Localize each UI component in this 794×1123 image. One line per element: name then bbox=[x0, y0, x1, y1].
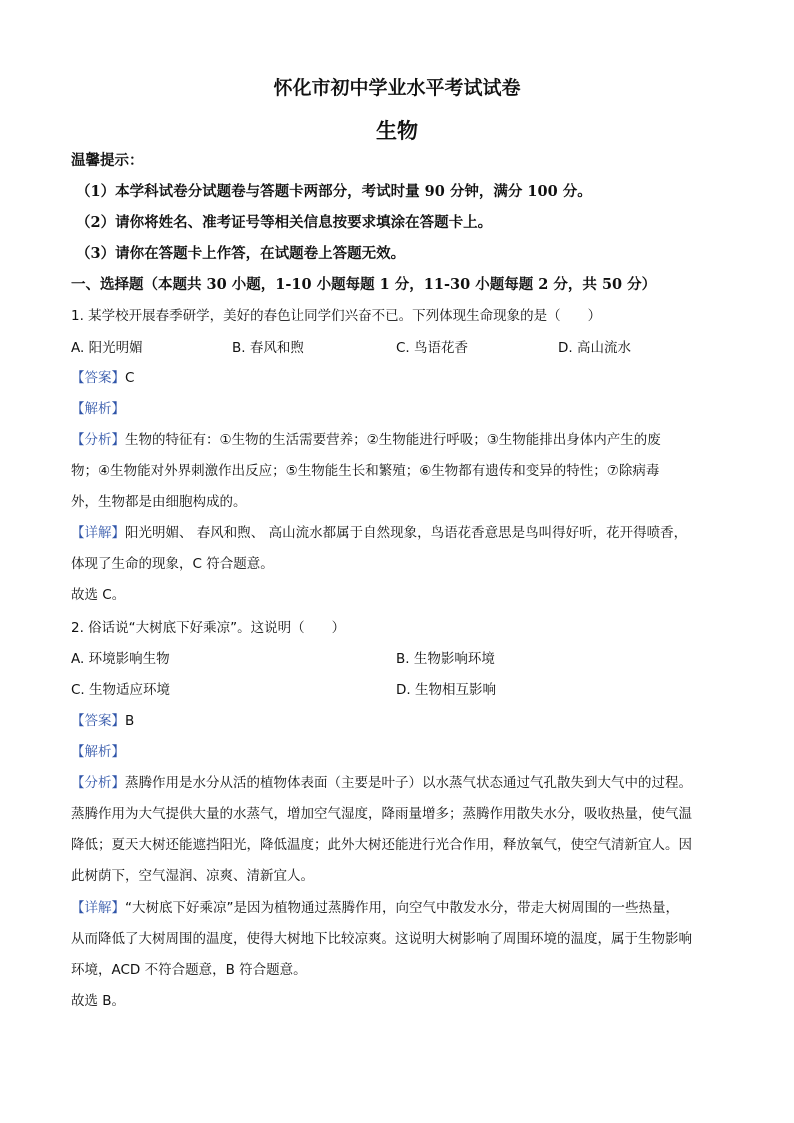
option-d: D. 生物相互影响 bbox=[396, 682, 496, 698]
answer-tag: 【答案】 bbox=[71, 713, 125, 729]
fenxi-text: 物；④生物能对外界刺激作出反应；⑤生物能生长和繁殖；⑥生物都有遗传和变异的特性；⑦除病毒 bbox=[71, 463, 660, 479]
xiangjie-text: 从而降低了大树周围的温度，使得大树地下比较凉爽。这说明大树影响了周围环境的温度，属于生物影响 bbox=[71, 931, 692, 947]
fenxi-text: 蒸腾作用是水分从活的植物体表面（主要是叶子）以水蒸气状态通过气孔散失到大气中的过程。 bbox=[125, 775, 692, 791]
xiangjie-tag: 【详解】 bbox=[71, 900, 125, 916]
fenxi-tag: 【分析】 bbox=[71, 775, 125, 791]
fenxi-text: 降低；夏天大树还能遮挡阳光，降低温度；此外大树还能进行光合作用，释放氧气，使空气清新宜人。因 bbox=[71, 837, 692, 853]
answer-line bbox=[71, 712, 134, 730]
option-c: C. 生物适应环境 bbox=[71, 682, 171, 698]
option-a: A. 阳光明媚 bbox=[71, 340, 143, 356]
option-a: A. 环境影响生物 bbox=[71, 651, 170, 667]
tips-heading: 温馨提示： bbox=[71, 152, 144, 169]
fenxi-line bbox=[71, 431, 661, 449]
analysis-tag: 【解析】 bbox=[71, 744, 125, 760]
xiangjie-text: “大树底下好乘凉”是因为植物通过蒸腾作用，向空气中散发水分，带走大树周围的一些热量， bbox=[125, 900, 679, 916]
tip-item: （1）本学科试卷分试题卷与答题卡两部分，考试时量 90 分钟，满分 100 分。 bbox=[76, 183, 592, 200]
xiangjie-tag: 【详解】 bbox=[71, 525, 125, 541]
exam-title: 怀化市初中学业水平考试试卷 bbox=[273, 77, 521, 99]
fenxi-text: 生物的特征有：①生物的生活需要营养；②生物能进行呼吸；③生物能排出身体内产生的废 bbox=[125, 432, 661, 448]
option-b: B. 生物影响环境 bbox=[396, 651, 495, 667]
tip-item: （2）请你将姓名、准考证号等相关信息按要求填涂在答题卡上。 bbox=[76, 214, 493, 231]
fenxi-text: 此树荫下，空气湿润、凉爽、清新宜人。 bbox=[71, 868, 314, 884]
answer-line bbox=[71, 369, 134, 387]
fenxi-text: 外，生物都是由细胞构成的。 bbox=[71, 494, 247, 510]
xiangjie-text: 环境，ACD 不符合题意，B 符合题意。 bbox=[71, 962, 307, 978]
question-stem: 2. 俗话说“大树底下好乘凉”。这说明（ ） bbox=[71, 620, 346, 636]
option-b: B. 春风和煦 bbox=[232, 340, 304, 356]
xiangjie-line bbox=[71, 899, 679, 917]
option-c: C. 鸟语花香 bbox=[396, 340, 469, 356]
fenxi-tag: 【分析】 bbox=[71, 432, 125, 448]
question-stem: 1. 某学校开展春季研学，美好的春色让同学们兴奋不已。下列体现生命现象的是（ ） bbox=[71, 308, 602, 324]
analysis-tag: 【解析】 bbox=[71, 401, 125, 417]
conclusion: 故选 B。 bbox=[71, 993, 126, 1009]
xiangjie-line bbox=[71, 524, 687, 542]
answer-value: B bbox=[125, 713, 135, 729]
tip-item: （3）请你在答题卡上作答，在试题卷上答题无效。 bbox=[76, 245, 406, 262]
subject-title: 生物 bbox=[376, 118, 418, 143]
section-heading: 一、选择题（本题共 30 小题，1-10 小题每题 1 分，11-30 小题每题 2 分，共 50 分） bbox=[71, 276, 657, 293]
conclusion: 故选 C。 bbox=[71, 587, 126, 603]
fenxi-text: 蒸腾作用为大气提供大量的水蒸气，增加空气湿度，降雨量增多；蒸腾作用散失水分，吸收热量，使气温 bbox=[71, 806, 692, 822]
answer-tag: 【答案】 bbox=[71, 370, 125, 386]
xiangjie-text: 体现了生命的现象，C 符合题意。 bbox=[71, 556, 274, 572]
fenxi-line bbox=[71, 774, 692, 792]
option-d: D. 高山流水 bbox=[558, 340, 631, 356]
answer-value: C bbox=[125, 370, 135, 386]
xiangjie-text: 阳光明媚、 春风和煦、 高山流水都属于自然现象，鸟语花香意思是鸟叫得好听，花开得喷香， bbox=[125, 525, 688, 541]
